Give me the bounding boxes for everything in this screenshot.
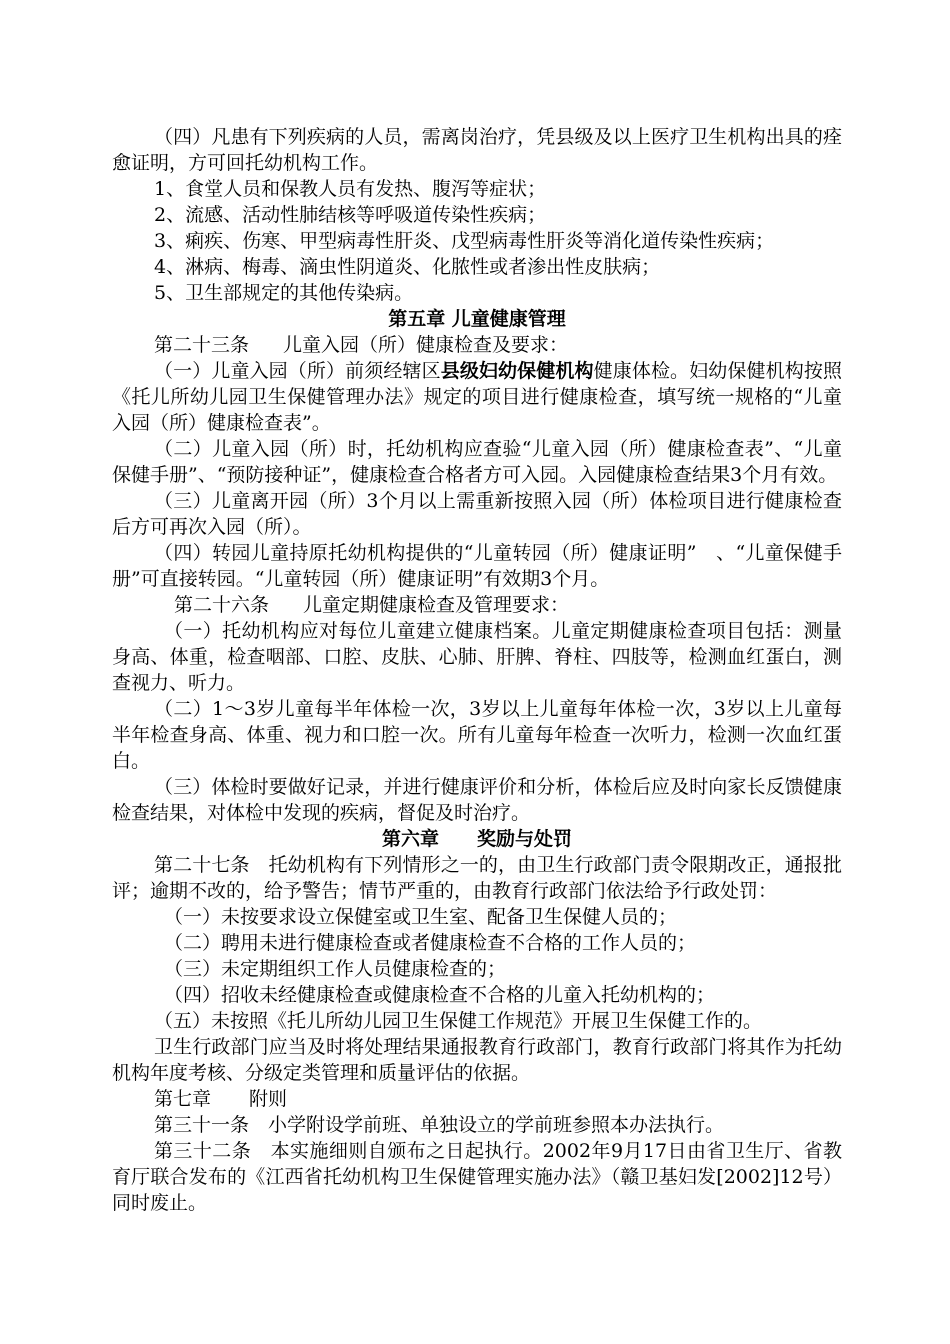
article-23-item-1-text-a: （一）儿童入园（所）前须经辖区	[154, 360, 441, 382]
list-item: （三）未定期组织工作人员健康检查的；	[164, 958, 507, 980]
chapter-6-title: 第六章 奖励与处罚	[381, 828, 572, 850]
article-23-item-1-bold: 县级妇幼保健机构	[440, 360, 594, 382]
list-item: 3、痢疾、伤寒、甲型病毒性肝炎、戊型病毒性肝炎等消化道传染性疾病；	[154, 230, 775, 252]
list-item: （一）未按要求设立保健室或卫生室、配备卫生保健人员的；	[164, 906, 678, 928]
article-26-number: 第二十六条	[174, 594, 270, 616]
chapter-6-closing: 卫生行政部门应当及时将处理结果通报教育行政部门，教育行政部门将其作为托幼机构年度考核、分级定类管理和质量评估的依据。	[112, 1036, 842, 1084]
article-23-item-4: （四）转园儿童持原托幼机构提供的“儿童转园（所）健康证明” 、“儿童保健手册”可直接转园。“儿童转园（所）健康证明”有效期3个月。	[112, 542, 842, 590]
document-body	[112, 124, 842, 1216]
list-item: 2、流感、活动性肺结核等呼吸道传染性疾病；	[154, 204, 547, 226]
list-item: 1、食堂人员和保教人员有发热、腹泻等症状；	[154, 178, 547, 200]
article-23-number: 第二十三条	[154, 334, 250, 356]
list-item: （四）招收未经健康检查或健康检查不合格的儿童入托幼机构的；	[164, 984, 716, 1006]
list-item: 4、淋病、梅毒、滴虫性阴道炎、化脓性或者渗出性皮肤病；	[154, 256, 661, 278]
article-23-text: 儿童入园（所）健康检查及要求：	[283, 334, 569, 356]
chapter-7-title: 第七章 附则	[154, 1088, 288, 1110]
article-27: 第二十七条 托幼机构有下列情形之一的，由卫生行政部门责令限期改正，通报批评；逾期不改的，给予警告；情节严重的，由教育行政部门依法给予行政处罚：	[112, 854, 842, 902]
article-32: 第三十二条 本实施细则自颁布之日起执行。2002年9月17日由省卫生厅、省教育厅联合发布的《江西省托幼机构卫生保健管理实施办法》（赣卫基妇发[2002]12号）同时废止。	[112, 1140, 842, 1214]
article-23-heading	[112, 332, 842, 358]
paragraph-section4-intro: （四）凡患有下列疾病的人员，需离岗治疗，凭县级及以上医疗卫生机构出具的痊愈证明，方可回托幼机构工作。	[112, 126, 842, 174]
article-31: 第三十一条 小学附设学前班、单独设立的学前班参照本办法执行。	[154, 1114, 725, 1136]
article-26-item-3: （三）体检时要做好记录，并进行健康评价和分析，体检后应及时向家长反馈健康检查结果，对体检中发现的疾病，督促及时治疗。	[112, 776, 842, 824]
article-26-text: 儿童定期健康检查及管理要求：	[303, 594, 570, 616]
chapter-5-title: 第五章 儿童健康管理	[388, 308, 566, 330]
article-23-item-3: （三）儿童离开园（所）3个月以上需重新按照入园（所）体检项目进行健康检查后方可再次入园（所）。	[112, 490, 842, 538]
list-item: （二）聘用未进行健康检查或者健康检查不合格的工作人员的；	[164, 932, 697, 954]
list-item: 5、卫生部规定的其他传染病。	[154, 282, 414, 304]
article-23-item-2: （二）儿童入园（所）时，托幼机构应查验“儿童入园（所）健康检查表”、“儿童保健手册”、“预防接种证”，健康检查合格者方可入园。入园健康检查结果3个月有效。	[112, 438, 842, 486]
list-item: （五）未按照《托儿所幼儿园卫生保健工作规范》开展卫生保健工作的。	[154, 1010, 763, 1032]
article-26-heading	[112, 592, 842, 618]
article-23-item-1	[112, 358, 842, 436]
article-26-item-2: （二）1～3岁儿童每半年体检一次，3岁以上儿童每年体检一次，3岁以上儿童每半年检查身高、体重、视力和口腔一次。所有儿童每年检查一次听力，检测一次血红蛋白。	[112, 698, 842, 772]
article-23-item-1-text-b: 健康体检。妇幼保健机构按照《托儿所幼儿园卫生保健管理办法》规定的项目进行健康检查，填写统一规格的“儿童入园（所）健康检查表”。	[112, 360, 842, 434]
article-26-item-1: （一）托幼机构应对每位儿童建立健康档案。儿童定期健康检查项目包括：测量身高、体重，检查咽部、口腔、皮肤、心肺、肝脾、脊柱、四肢等，检测血红蛋白，测查视力、听力。	[112, 620, 842, 694]
